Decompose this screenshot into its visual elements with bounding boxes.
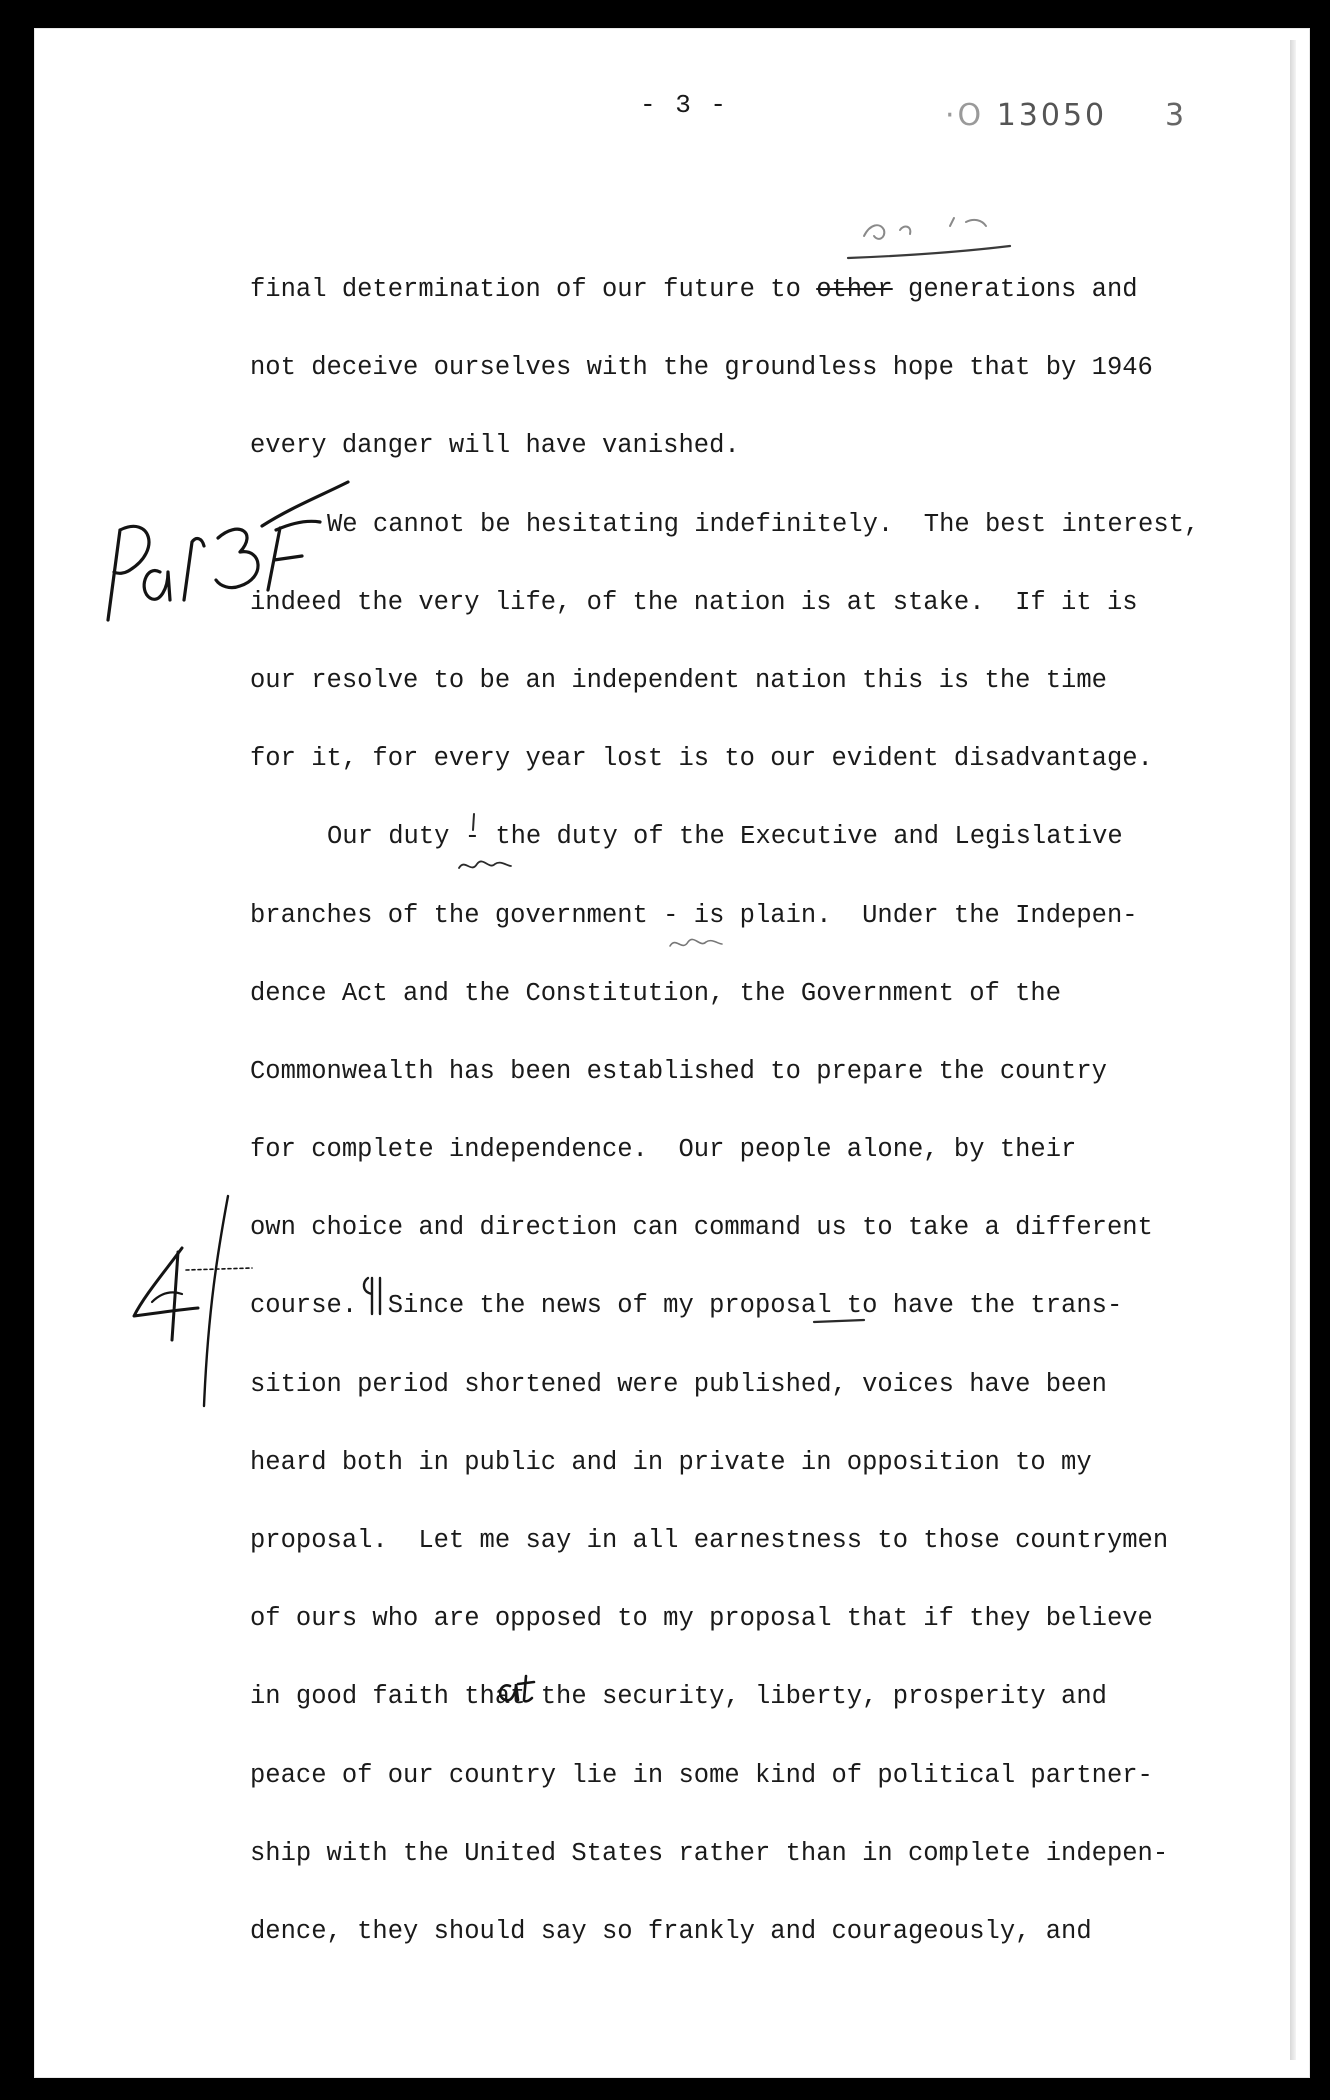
text-line-2: not deceive ourselves with the groundless hope that by 1946 [250, 353, 1153, 383]
archive-stamp-number [945, 98, 1107, 133]
document-body [250, 262, 1250, 1982]
text-line-9: branches of the government - is plain. Under the Indepen- [250, 900, 1138, 930]
line-1-start: final determination of our future to [250, 275, 817, 304]
text-line-1 [250, 262, 1250, 340]
text-line-16: heard both in public and in private in opposition to my [250, 1447, 1092, 1477]
stamp-digits: 13050 [996, 98, 1108, 133]
text-line-15: sition period shortened were published, voices have been [250, 1369, 1107, 1399]
text-line-19: in good faith that the security, liberty, prosperity and [250, 1682, 1107, 1712]
text-line-10: dence Act and the Constitution, the Government of the [250, 978, 1062, 1008]
text-line-22: dence, they should say so frankly and courageously, and [250, 1916, 1092, 1946]
page-edge [1290, 40, 1296, 2060]
struck-word: other [816, 275, 893, 304]
text-line-8: Our duty - the duty of the Executive and Legislative [327, 822, 1123, 852]
text-line-12: for complete independence. Our people alone, by their [250, 1135, 1077, 1165]
text-line-14: course. Since the news of my proposal to have the trans- [250, 1291, 1123, 1321]
text-line-11: Commonwealth has been established to prepare the country [250, 1056, 1107, 1086]
text-line-18: of ours who are opposed to my proposal that if they believe [250, 1604, 1153, 1634]
corner-page-mark: 3 [1165, 98, 1185, 133]
page-number: - 3 - [640, 90, 729, 120]
text-line-17: proposal. Let me say in all earnestness to those countrymen [250, 1526, 1169, 1555]
text-line-5: indeed the very life, of the nation is at stake. If it is [250, 587, 1138, 617]
text-line-21: ship with the United States rather than in complete indepen- [250, 1838, 1169, 1868]
text-line-4: We cannot be hesitating indefinitely. The best interest, [327, 509, 1200, 539]
stamp-prefix: ·O [945, 98, 985, 133]
text-line-7: for it, for every year lost is to our evident disadvantage. [250, 744, 1153, 774]
text-line-3: every danger will have vanished. [250, 431, 740, 461]
text-line-6: our resolve to be an independent nation this is the time [250, 665, 1107, 695]
text-line-13: own choice and direction can command us to take a different [250, 1213, 1153, 1243]
line-1-end: generations and [892, 275, 1138, 304]
text-line-20: peace of our country lie in some kind of political partner- [250, 1760, 1153, 1790]
